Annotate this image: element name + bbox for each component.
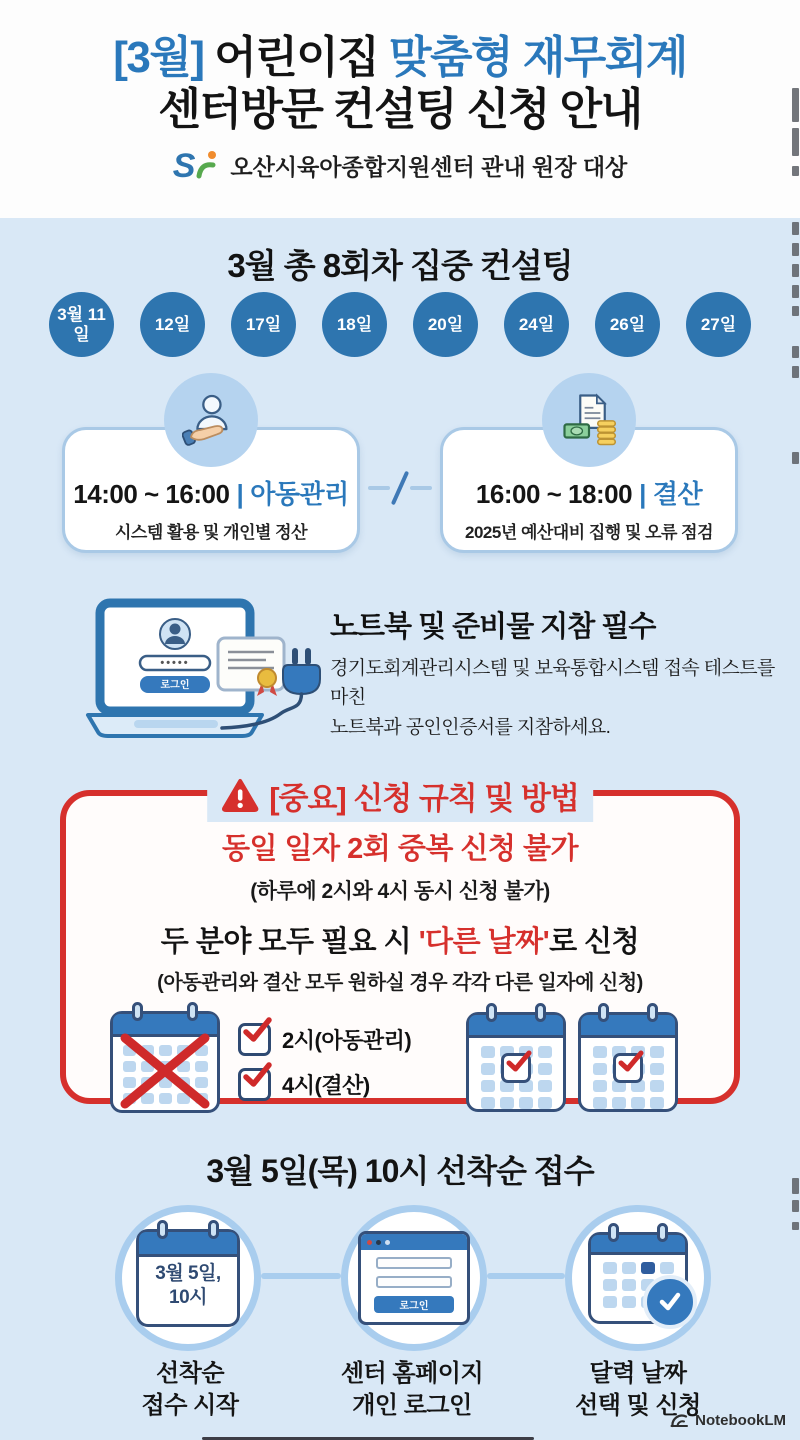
check-item-label: 2시(아동관리) (282, 1028, 412, 1053)
login-button: 로그인 (374, 1296, 454, 1313)
step-login-circle (341, 1205, 487, 1351)
date-circles-row (0, 292, 800, 357)
calendar-check-icon (578, 1012, 678, 1112)
step-label-line: 개인 로그인 (352, 1391, 472, 1419)
session-time: 16:00 ~ 18:00 (475, 479, 633, 509)
laptop-login-icon (76, 598, 326, 748)
step-label-line: 접수 시작 (141, 1391, 239, 1419)
edge-artifact (792, 264, 799, 277)
header (0, 0, 800, 218)
window-dot-icon (376, 1240, 381, 1245)
session-description: 시스템 활용 및 개인별 정산 (114, 523, 308, 542)
checked-checkbox-icon (501, 1053, 531, 1083)
date-circle: 27일 (686, 292, 751, 357)
title-line-2: 센터방문 컨설팅 신청 안내 (158, 84, 642, 134)
org-row (0, 146, 800, 185)
edge-artifact (792, 285, 799, 298)
schedule-heading: 3월 총 8회차 집중 컨설팅 (227, 247, 573, 284)
login-window-icon (358, 1231, 470, 1325)
edge-artifact (792, 243, 799, 256)
time-checklist (238, 1023, 411, 1101)
step-connector (487, 1273, 565, 1279)
edge-artifact (792, 366, 799, 378)
preparation-body (330, 654, 790, 742)
slash-icon (391, 471, 409, 506)
rule2-highlight: '다른 날짜' (418, 926, 550, 958)
step-label-line: 선택 및 신청 (575, 1391, 701, 1419)
calendar-check-icon (466, 1012, 566, 1112)
page-title (0, 0, 800, 136)
session-category: 아동관리 (250, 479, 349, 509)
document-money-icon (542, 373, 636, 467)
session-description: 2025년 예산대비 집행 및 오류 점검 (465, 523, 713, 542)
date-circle: 18일 (322, 292, 387, 357)
org-text: 오산시육아종합지원센터 관내 원장 대상 (230, 154, 628, 181)
session-time-row (443, 474, 735, 511)
checked-checkbox-icon (613, 1053, 643, 1083)
checked-checkbox-icon (238, 1068, 271, 1101)
watermark-text: NotebookLM (695, 1412, 786, 1429)
rule2-prefix: 두 분야 모두 필요 시 (160, 926, 419, 958)
step-label-start (80, 1358, 300, 1421)
session-time-row (65, 474, 357, 511)
care-hand-icon (164, 373, 258, 467)
edge-artifact (792, 306, 799, 316)
step-label-line: 선착순 (155, 1360, 225, 1387)
separator: | (236, 479, 244, 509)
rule-different-date-sub: (아동관리와 결산 모두 원하실 경우 각각 다른 일자에 신청) (157, 972, 643, 994)
edge-artifact (792, 222, 799, 235)
blue-check-icon (643, 1275, 697, 1329)
date-circle: 12일 (140, 292, 205, 357)
edge-artifact (792, 346, 799, 358)
password-mask: ••••• (160, 657, 190, 669)
step-calendar-date: 3월 5일, (155, 1263, 221, 1284)
edge-artifact (792, 88, 799, 122)
preparation-text (330, 604, 790, 742)
preparation-title: 노트북 및 준비물 지참 필수 (330, 611, 656, 643)
checked-checkbox-icon (238, 1023, 271, 1056)
preparation-body-line2: 노트북과 공인인증서를 지참하세요. (330, 716, 611, 738)
step-label-line: 달력 날짜 (589, 1360, 687, 1387)
window-dot-icon (367, 1240, 372, 1245)
red-x-icon (109, 1012, 221, 1112)
separate-date-calendars (466, 1012, 678, 1112)
divider-dash (368, 486, 390, 490)
step-label-line: 센터 홈페이지 (340, 1360, 484, 1387)
window-titlebar (361, 1234, 467, 1250)
important-rules-box (60, 780, 740, 1104)
signup-heading: 3월 5일(목) 10시 선착순 접수 (206, 1153, 594, 1189)
preparation-section (0, 588, 800, 753)
step-calendar-time: 10시 (169, 1286, 207, 1308)
check-item (238, 1023, 411, 1056)
step-label-login (302, 1358, 522, 1421)
login-password-field (376, 1276, 452, 1288)
session-cards (0, 373, 800, 568)
calendar-select-icon (588, 1232, 688, 1324)
separator: | (639, 479, 646, 509)
rule-different-date (66, 919, 734, 960)
date-circle: 24일 (504, 292, 569, 357)
signup-steps (0, 1205, 800, 1355)
edge-artifact (792, 452, 799, 464)
rules-heading (207, 768, 593, 822)
title-topic: 맞춤형 재무회계 (388, 33, 687, 82)
title-mid: 어린이집 (203, 33, 389, 82)
login-id-field (376, 1257, 452, 1269)
session-category: 결산 (652, 479, 703, 509)
watermark (670, 1412, 786, 1429)
edge-artifact (792, 1200, 799, 1212)
step-calendar-text (139, 1262, 237, 1310)
rule-no-duplicate: 동일 일자 2회 중복 신청 불가 (221, 833, 579, 865)
calendar-date-icon (136, 1229, 240, 1327)
title-month: [3월] (113, 33, 204, 82)
slash-divider (352, 470, 448, 506)
rules-heading-text: [중요] 신청 규칙 및 방법 (269, 780, 579, 816)
logo-figure-icon (195, 149, 221, 181)
rule-no-duplicate-sub: (하루에 2시와 4시 동시 신청 불가) (250, 880, 550, 903)
rules-visual-row (66, 1011, 734, 1113)
date-circle: 3월 11일 (49, 292, 114, 357)
rule2-suffix: 로 신청 (549, 926, 640, 958)
session-time: 14:00 ~ 16:00 (73, 479, 230, 509)
date-circle: 26일 (595, 292, 660, 357)
preparation-body-line1: 경기도회계관리시스템 및 보육통합시스템 접속 테스트를 마친 (330, 658, 775, 709)
step-connector (261, 1273, 341, 1279)
edge-artifact (792, 166, 799, 176)
date-circle: 20일 (413, 292, 478, 357)
date-circle: 17일 (231, 292, 296, 357)
check-item-label: 4시(결산) (282, 1073, 370, 1098)
center-logo-icon (172, 146, 222, 185)
edge-artifact (792, 128, 799, 156)
window-dot-icon (385, 1240, 390, 1245)
title-line-1 (0, 32, 800, 84)
edge-artifact (792, 1178, 799, 1194)
calendar-x-icon (110, 1011, 220, 1113)
step-select-circle (565, 1205, 711, 1351)
check-item (238, 1068, 370, 1101)
step-start-circle (115, 1205, 261, 1351)
notebooklm-icon (670, 1413, 689, 1428)
logo-letter: S (172, 146, 196, 185)
laptop-login-button: 로그인 (160, 680, 190, 691)
edge-artifact (792, 1222, 799, 1230)
divider-dash (410, 486, 432, 490)
warning-icon (221, 778, 259, 812)
